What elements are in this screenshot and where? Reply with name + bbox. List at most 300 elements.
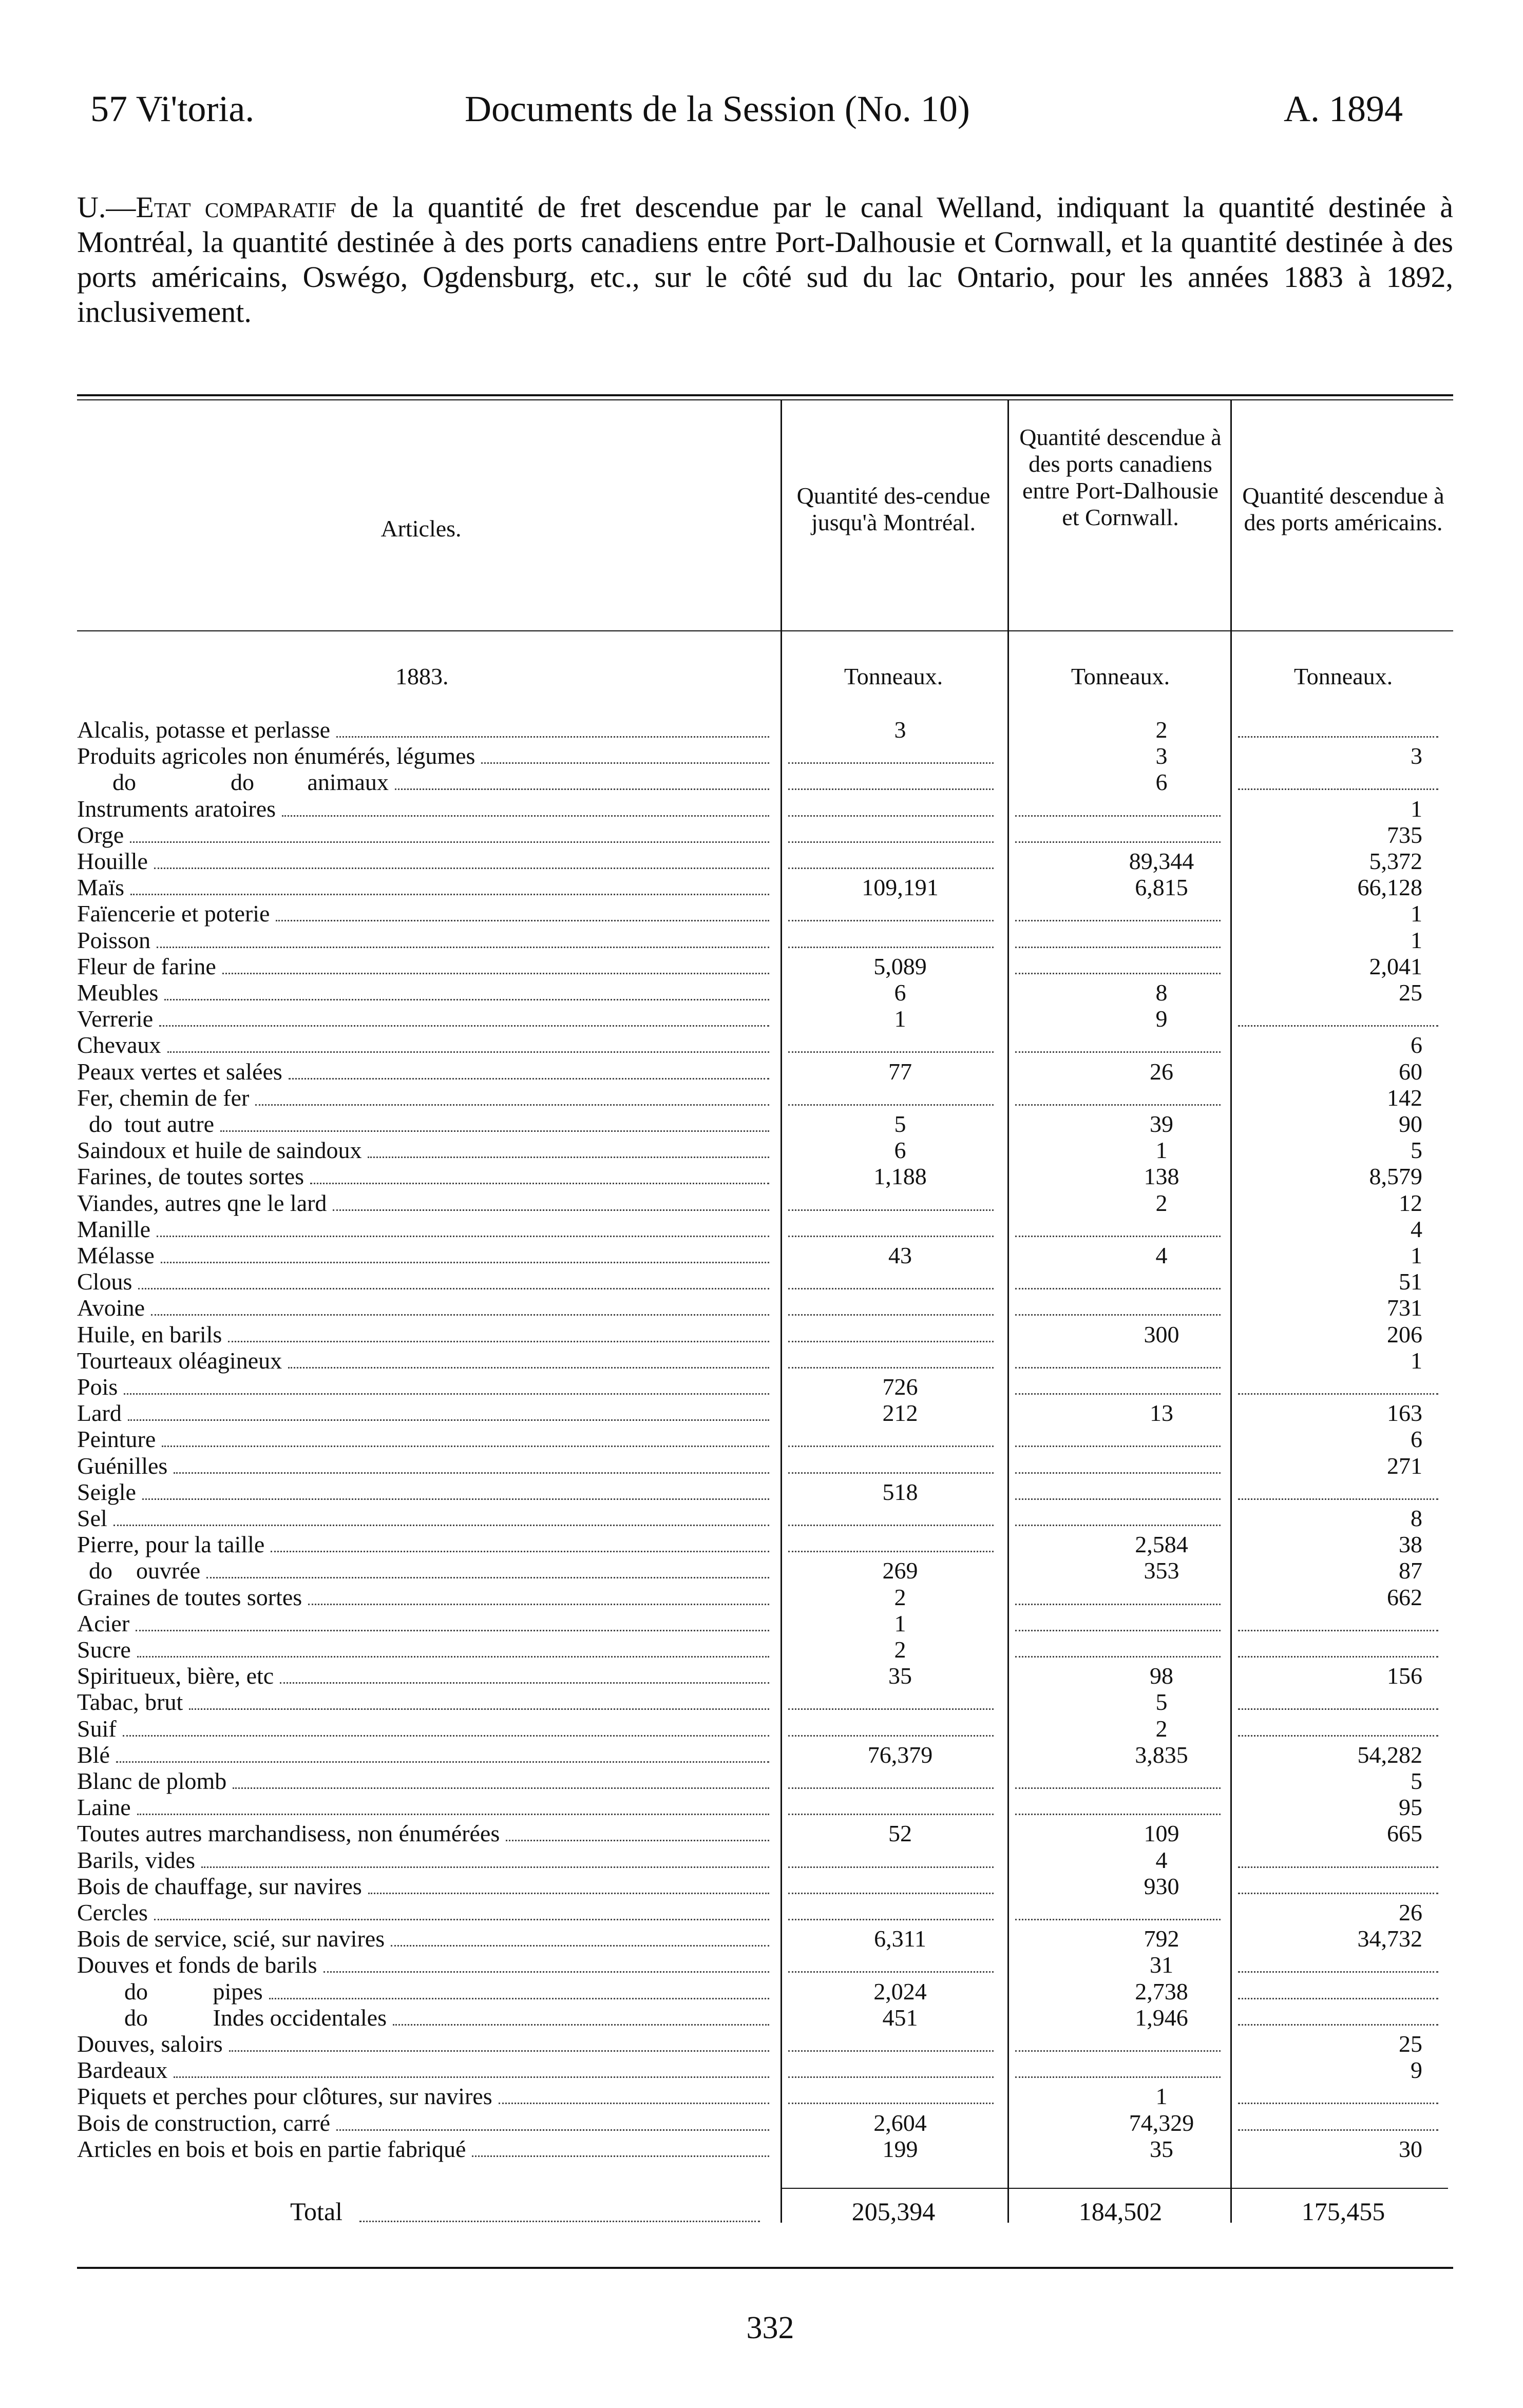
cell-canadian: 2 xyxy=(1155,1715,1168,1742)
empty-cell-dots xyxy=(788,815,994,817)
empty-cell-dots xyxy=(1015,2076,1221,2078)
column-header-american: Quantité descendue à des ports américains. xyxy=(1242,483,1444,535)
cell-canadian: 2,738 xyxy=(1135,1978,1188,2005)
cell-american: 38 xyxy=(1399,1531,1422,1558)
row-article-name: Tourteaux oléagineux xyxy=(77,1347,282,1374)
empty-cell-dots xyxy=(788,2103,994,2104)
intro-letter: U. xyxy=(77,190,106,224)
cell-american: 5,372 xyxy=(1369,848,1422,874)
leader-dots xyxy=(220,1130,769,1132)
empty-cell-dots xyxy=(1015,973,1221,974)
cell-montreal: 269 xyxy=(882,1557,918,1584)
cell-canadian: 26 xyxy=(1150,1058,1173,1085)
table-row xyxy=(77,1295,1443,1321)
row-article-name: Piquets et perches pour clôtures, sur navires xyxy=(77,2083,492,2110)
cell-canadian: 3,835 xyxy=(1135,1741,1188,1768)
row-article-name: Maïs xyxy=(77,874,124,901)
empty-cell-dots xyxy=(788,1341,994,1342)
leader-dots xyxy=(233,1787,769,1789)
cell-canadian: 8 xyxy=(1155,979,1168,1006)
table-row xyxy=(77,1216,1443,1242)
column-header-articles: Articles. xyxy=(380,515,462,542)
cell-american: 731 xyxy=(1387,1295,1422,1321)
running-header-right: A. 1894 xyxy=(1284,88,1403,129)
leader-dots xyxy=(282,815,769,817)
cell-american: 1 xyxy=(1411,795,1422,822)
empty-cell-dots xyxy=(1015,1104,1221,1106)
empty-cell-dots xyxy=(1238,1498,1438,1500)
table-row xyxy=(77,1742,1443,1768)
cell-american: 51 xyxy=(1399,1268,1422,1295)
row-article-name: do tout autre xyxy=(77,1111,214,1137)
cell-american: 735 xyxy=(1387,821,1422,848)
empty-cell-dots xyxy=(1238,788,1438,790)
cell-canadian: 35 xyxy=(1150,2135,1173,2162)
cell-canadian: 2 xyxy=(1155,717,1168,743)
table-row xyxy=(77,1347,1443,1374)
cell-american: 60 xyxy=(1399,1058,1422,1085)
cell-canadian: 1,946 xyxy=(1135,2004,1188,2031)
table-row xyxy=(77,717,1443,743)
total-american: 175,455 xyxy=(1301,2197,1385,2226)
table-row xyxy=(77,1899,1443,1925)
total-canadian: 184,502 xyxy=(1078,2197,1163,2226)
leader-dots xyxy=(138,1288,769,1289)
empty-cell-dots xyxy=(788,1971,994,1973)
leader-dots xyxy=(167,1051,769,1053)
leader-dots xyxy=(130,841,769,843)
empty-cell-dots xyxy=(1015,2050,1221,2052)
row-article-name: Orge xyxy=(77,821,124,848)
leader-dots xyxy=(222,973,769,974)
total-montreal: 205,394 xyxy=(851,2197,936,2226)
empty-cell-dots xyxy=(1238,1708,1438,1710)
empty-cell-dots xyxy=(788,2050,994,2052)
empty-cell-dots xyxy=(1238,1735,1438,1737)
cell-american: 90 xyxy=(1399,1111,1422,1137)
cell-canadian: 138 xyxy=(1144,1163,1179,1190)
cell-american: 87 xyxy=(1399,1557,1422,1584)
empty-cell-dots xyxy=(788,841,994,843)
cell-montreal: 1 xyxy=(894,1610,906,1636)
cell-montreal: 726 xyxy=(882,1374,918,1400)
cell-american: 2,041 xyxy=(1369,953,1422,979)
empty-cell-dots xyxy=(1015,1919,1221,1920)
empty-cell-dots xyxy=(1238,1866,1438,1868)
table-row xyxy=(77,1111,1443,1137)
empty-cell-dots xyxy=(1015,815,1221,817)
cell-montreal: 3 xyxy=(894,717,906,743)
table-row xyxy=(77,2005,1443,2031)
leader-dots xyxy=(310,1183,769,1184)
table-row xyxy=(77,874,1443,900)
unit-label-american: Tonneaux. xyxy=(1293,663,1393,689)
cell-canadian: 2,584 xyxy=(1135,1531,1188,1558)
table-top-rule xyxy=(77,394,1453,396)
cell-canadian: 109 xyxy=(1144,1820,1179,1847)
row-article-name: Bardeaux xyxy=(77,2057,168,2084)
leader-dots xyxy=(157,1236,769,1237)
table-row xyxy=(77,1242,1443,1268)
empty-cell-dots xyxy=(1015,1236,1221,1237)
table-row xyxy=(77,1085,1443,1111)
leader-dots xyxy=(368,1157,769,1158)
leader-dots xyxy=(142,1498,769,1500)
row-article-name: Viandes, autres qne le lard xyxy=(77,1189,327,1216)
table-row xyxy=(77,1584,1443,1610)
total-top-rule xyxy=(780,2188,1448,2189)
empty-cell-dots xyxy=(1015,947,1221,948)
row-article-name: Produits agricoles non énumérés, légumes xyxy=(77,743,475,769)
cell-american: 5 xyxy=(1411,1768,1422,1794)
empty-cell-dots xyxy=(788,947,994,948)
cell-american: 1 xyxy=(1411,1347,1422,1374)
cell-canadian: 74,329 xyxy=(1129,2109,1194,2136)
leader-dots xyxy=(159,1025,769,1027)
empty-cell-dots xyxy=(1015,1314,1221,1316)
table-row xyxy=(77,927,1443,953)
row-article-name: Faïencerie et poterie xyxy=(77,900,270,927)
leader-dots xyxy=(506,1840,769,1841)
row-article-name: Fleur de farine xyxy=(77,953,216,979)
cell-canadian: 89,344 xyxy=(1129,848,1194,874)
empty-cell-dots xyxy=(788,1893,994,1894)
table-row xyxy=(77,1531,1443,1557)
table-row xyxy=(77,1820,1443,1846)
row-article-name: Bois de construction, carré xyxy=(77,2109,331,2136)
leader-dots xyxy=(116,1761,769,1763)
row-article-name: Poisson xyxy=(77,927,151,953)
leader-dots xyxy=(289,1078,769,1080)
unit-label-montreal: Tonneaux. xyxy=(844,663,943,689)
empty-cell-dots xyxy=(1238,2129,1438,2131)
leader-dots xyxy=(157,947,769,948)
row-article-name: Laine xyxy=(77,1794,131,1821)
empty-cell-dots xyxy=(1238,2024,1438,2026)
empty-cell-dots xyxy=(788,868,994,869)
intro-text: de la quantité de fret descendue par le canal Welland, indiquant la quantité destinée à Montréal, la quantité destinée à des ports canadiens entre Port-Dalhousie et Cornwall, et la quantité destinée à des ports américains, Oswégo, Ogdensburg, etc., sur le côté sud du lac Ontario, pour les années 1883 à 1892, inclusivement. xyxy=(77,190,1453,329)
table-row xyxy=(77,900,1443,927)
row-article-name: Douves et fonds de barils xyxy=(77,1952,317,1978)
row-article-name: Seigle xyxy=(77,1478,136,1505)
cell-canadian: 31 xyxy=(1150,1952,1173,1978)
table-row xyxy=(77,2110,1443,2136)
row-article-name: Fer, chemin de fer xyxy=(77,1084,250,1111)
leader-dots xyxy=(162,1446,769,1447)
cell-american: 6 xyxy=(1411,1426,1422,1453)
leader-dots xyxy=(151,1314,769,1316)
cell-montreal: 2,024 xyxy=(873,1978,927,2005)
leader-dots xyxy=(228,1341,769,1342)
header-bottom-rule xyxy=(77,630,1453,631)
table-row xyxy=(77,1716,1443,1742)
cell-american: 30 xyxy=(1399,2135,1422,2162)
leader-dots xyxy=(201,1866,769,1868)
table-row xyxy=(77,1006,1443,1032)
table-row xyxy=(77,1505,1443,1531)
row-article-name: Spiritueux, bière, etc xyxy=(77,1663,274,1689)
cell-montreal: 5 xyxy=(894,1111,906,1137)
row-article-name: Peinture xyxy=(77,1426,156,1453)
leader-dots xyxy=(333,1209,769,1211)
empty-cell-dots xyxy=(1015,920,1221,921)
cell-montreal: 35 xyxy=(888,1663,912,1689)
row-article-name: Peaux vertes et salées xyxy=(77,1058,282,1085)
leader-dots xyxy=(113,1525,769,1526)
row-article-name: Sel xyxy=(77,1505,107,1531)
leader-dots xyxy=(130,894,769,895)
intro-dash: — xyxy=(106,190,136,224)
table-row xyxy=(77,769,1443,795)
intro-paragraph xyxy=(77,190,1453,330)
cell-american: 66,128 xyxy=(1357,874,1422,901)
cell-canadian: 5 xyxy=(1155,1689,1168,1716)
cell-american: 1 xyxy=(1411,927,1422,953)
table-row xyxy=(77,1400,1443,1426)
table-row xyxy=(77,1374,1443,1400)
empty-cell-dots xyxy=(788,1814,994,1815)
row-article-name: Guénilles xyxy=(77,1452,168,1479)
cell-montreal: 76,379 xyxy=(867,1741,933,1768)
table-row xyxy=(77,1768,1443,1794)
table-row xyxy=(77,1636,1443,1663)
cell-canadian: 1 xyxy=(1155,1137,1168,1164)
row-article-name: do pipes xyxy=(77,1978,263,2005)
cell-canadian: 1 xyxy=(1155,2083,1168,2110)
cell-american: 9 xyxy=(1411,2057,1422,2084)
row-article-name: Barils, vides xyxy=(77,1846,195,1873)
empty-cell-dots xyxy=(1238,1893,1438,1894)
row-article-name: Suif xyxy=(77,1715,117,1742)
running-header-left: 57 Vi'toria. xyxy=(90,88,255,129)
cell-american: 206 xyxy=(1387,1321,1422,1347)
cell-montreal: 2,604 xyxy=(873,2109,927,2136)
cell-montreal: 6 xyxy=(894,1137,906,1164)
row-article-name: Douves, saloirs xyxy=(77,2031,223,2057)
total-leader-dots xyxy=(359,2221,760,2222)
row-article-name: Farines, de toutes sortes xyxy=(77,1163,304,1190)
table-row xyxy=(77,2031,1443,2057)
leader-dots xyxy=(336,2129,769,2131)
cell-canadian: 4 xyxy=(1155,1846,1168,1873)
row-article-name: Bois de chauffage, sur navires xyxy=(77,1873,362,1899)
empty-cell-dots xyxy=(1238,2103,1438,2104)
leader-dots xyxy=(472,2155,769,2157)
cell-montreal: 5,089 xyxy=(873,953,927,979)
cell-american: 25 xyxy=(1399,2031,1422,2057)
empty-cell-dots xyxy=(788,1288,994,1289)
cell-american: 95 xyxy=(1399,1794,1422,1821)
cell-montreal: 6 xyxy=(894,979,906,1006)
cell-american: 163 xyxy=(1387,1400,1422,1427)
year-label: 1883. xyxy=(395,663,449,689)
empty-cell-dots xyxy=(1015,1656,1221,1658)
total-label: Total xyxy=(290,2197,343,2226)
leader-dots xyxy=(189,1708,769,1710)
table-row xyxy=(77,2083,1443,2109)
cell-montreal: 518 xyxy=(882,1478,918,1505)
row-article-name: Blé xyxy=(77,1741,110,1768)
table-row xyxy=(77,953,1443,979)
cell-american: 665 xyxy=(1387,1820,1422,1847)
row-article-name: Cercles xyxy=(77,1899,148,1925)
table-row xyxy=(77,1453,1443,1479)
empty-cell-dots xyxy=(1238,1971,1438,1973)
row-article-name: Alcalis, potasse et perlasse xyxy=(77,717,331,743)
cell-american: 34,732 xyxy=(1357,1925,1422,1952)
empty-cell-dots xyxy=(788,788,994,790)
row-article-name: Saindoux et huile de saindoux xyxy=(77,1137,362,1164)
table-row xyxy=(77,1978,1443,2005)
row-article-name: do ouvrée xyxy=(77,1557,201,1584)
empty-cell-dots xyxy=(788,1236,994,1237)
cell-montreal: 1 xyxy=(894,1006,906,1032)
row-article-name: Mélasse xyxy=(77,1242,155,1268)
empty-cell-dots xyxy=(1015,1787,1221,1789)
empty-cell-dots xyxy=(1238,1393,1438,1395)
cell-montreal: 109,191 xyxy=(862,874,939,901)
row-article-name: Huile, en barils xyxy=(77,1321,222,1347)
leader-dots xyxy=(288,1367,769,1369)
empty-cell-dots xyxy=(788,762,994,764)
empty-cell-dots xyxy=(1015,1525,1221,1526)
row-article-name: Houille xyxy=(77,848,148,874)
table-row xyxy=(77,1190,1443,1216)
leader-dots xyxy=(136,1630,769,1631)
row-article-name: Tabac, brut xyxy=(77,1689,183,1716)
row-article-name: Manille xyxy=(77,1216,151,1242)
row-article-name: do Indes occidentales xyxy=(77,2004,387,2031)
cell-american: 662 xyxy=(1387,1584,1422,1610)
cell-american: 156 xyxy=(1387,1663,1422,1689)
leader-dots xyxy=(499,2103,769,2104)
cell-american: 8,579 xyxy=(1369,1163,1422,1190)
row-article-name: Avoine xyxy=(77,1295,145,1321)
table-row xyxy=(77,796,1443,822)
table-row xyxy=(77,1479,1443,1505)
table-row xyxy=(77,1689,1443,1715)
leader-dots xyxy=(154,868,769,869)
column-header-montreal: Quantité des-cendue jusqu'à Montréal. xyxy=(796,483,991,535)
unit-label-canadian: Tonneaux. xyxy=(1071,663,1170,689)
empty-cell-dots xyxy=(788,1472,994,1474)
row-article-name: Bois de service, scié, sur navires xyxy=(77,1925,385,1952)
leader-dots xyxy=(368,1893,769,1894)
leader-dots xyxy=(123,1735,769,1737)
table-row xyxy=(77,822,1443,848)
cell-american: 1 xyxy=(1411,900,1422,927)
empty-cell-dots xyxy=(788,1104,994,1106)
empty-cell-dots xyxy=(788,1708,994,1710)
row-article-name: Instruments aratoires xyxy=(77,795,276,822)
cell-canadian: 2 xyxy=(1155,1189,1168,1216)
cell-american: 1 xyxy=(1411,1242,1422,1268)
cell-canadian: 300 xyxy=(1144,1321,1179,1347)
cell-canadian: 39 xyxy=(1150,1111,1173,1137)
leader-dots xyxy=(269,1998,769,1999)
cell-montreal: 43 xyxy=(888,1242,912,1268)
table-bottom-rule xyxy=(77,2267,1453,2269)
row-article-name: Articles en bois et bois en partie fabriqué xyxy=(77,2135,466,2162)
leader-dots xyxy=(137,1656,769,1658)
empty-cell-dots xyxy=(788,1735,994,1737)
leader-dots xyxy=(395,788,769,790)
row-article-name: do do animaux xyxy=(77,769,389,796)
row-article-name: Blanc de plomb xyxy=(77,1768,227,1794)
leader-dots xyxy=(255,1104,769,1106)
leader-dots xyxy=(308,1604,769,1605)
table-row xyxy=(77,1163,1443,1189)
leader-dots xyxy=(336,736,769,738)
running-header-title: Documents de la Session (No. 10) xyxy=(465,88,970,129)
empty-cell-dots xyxy=(1238,1998,1438,1999)
row-article-name: Pois xyxy=(77,1374,118,1400)
empty-cell-dots xyxy=(1015,1393,1221,1395)
empty-cell-dots xyxy=(1238,1656,1438,1658)
empty-cell-dots xyxy=(1015,1498,1221,1500)
empty-cell-dots xyxy=(788,1367,994,1369)
cell-american: 5 xyxy=(1411,1137,1422,1164)
table-row xyxy=(77,1268,1443,1295)
cell-canadian: 930 xyxy=(1144,1873,1179,1899)
cell-american: 4 xyxy=(1411,1216,1422,1242)
table-row xyxy=(77,979,1443,1006)
empty-cell-dots xyxy=(788,1209,994,1211)
table-row xyxy=(77,2057,1443,2083)
empty-cell-dots xyxy=(1015,1472,1221,1474)
row-article-name: Lard xyxy=(77,1400,122,1427)
table-row xyxy=(77,1663,1443,1689)
table-row xyxy=(77,1032,1443,1058)
leader-dots xyxy=(276,920,769,921)
cell-montreal: 2 xyxy=(894,1636,906,1663)
empty-cell-dots xyxy=(1015,841,1221,843)
leader-dots xyxy=(161,1262,769,1263)
leader-dots xyxy=(137,1814,769,1815)
table-row xyxy=(77,1794,1443,1820)
empty-cell-dots xyxy=(788,920,994,921)
table-row xyxy=(77,1426,1443,1452)
row-article-name: Clous xyxy=(77,1268,132,1295)
row-article-name: Meubles xyxy=(77,979,159,1006)
table-row xyxy=(77,1873,1443,1899)
empty-cell-dots xyxy=(788,1446,994,1447)
empty-cell-dots xyxy=(1015,1288,1221,1289)
table-row xyxy=(77,2136,1443,2162)
leader-dots xyxy=(206,1577,769,1578)
leader-dots xyxy=(124,1393,769,1395)
page-number: 332 xyxy=(746,2310,794,2345)
empty-cell-dots xyxy=(788,1525,994,1526)
cell-american: 26 xyxy=(1399,1899,1422,1925)
row-article-name: Verrerie xyxy=(77,1006,154,1032)
cell-american: 271 xyxy=(1387,1452,1422,1479)
leader-dots xyxy=(391,1945,769,1947)
row-article-name: Sucre xyxy=(77,1636,131,1663)
empty-cell-dots xyxy=(1015,1367,1221,1369)
table-row xyxy=(77,1058,1443,1085)
empty-cell-dots xyxy=(788,1051,994,1053)
empty-cell-dots xyxy=(788,1866,994,1868)
cell-canadian: 9 xyxy=(1155,1006,1168,1032)
table-row xyxy=(77,743,1443,769)
cell-canadian: 13 xyxy=(1150,1400,1173,1427)
empty-cell-dots xyxy=(788,1787,994,1789)
empty-cell-dots xyxy=(788,1919,994,1920)
row-article-name: Pierre, pour la taille xyxy=(77,1531,265,1558)
empty-cell-dots xyxy=(1015,1051,1221,1053)
table-row xyxy=(77,1137,1443,1163)
